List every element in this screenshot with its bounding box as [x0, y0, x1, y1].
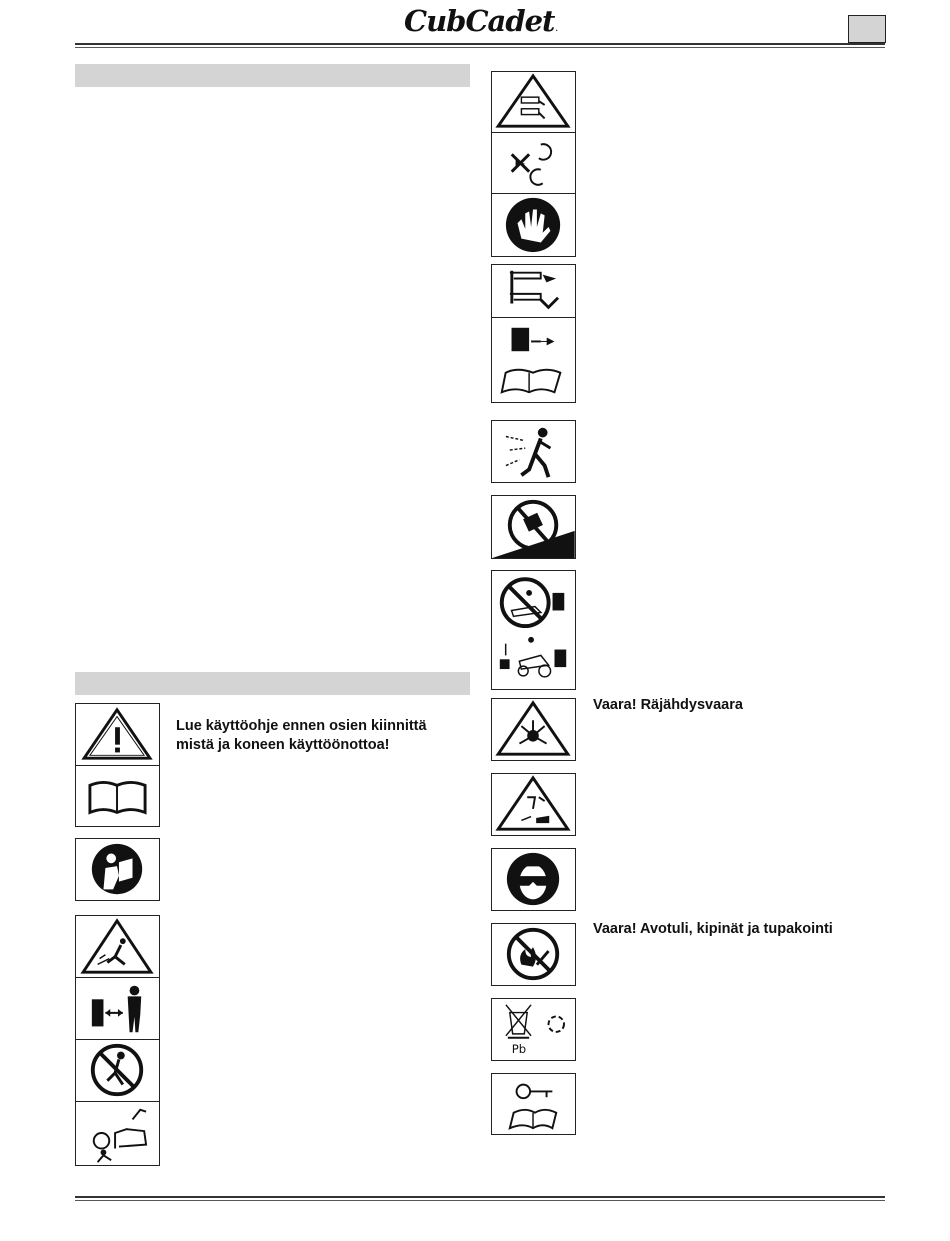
slope-tipping-icon	[491, 495, 576, 559]
open-manual-icon	[75, 765, 160, 827]
eye-protection-icon	[491, 848, 576, 911]
run-over-hazard-icon	[75, 1101, 160, 1166]
disconnect-spark-plug-manual-icon	[491, 317, 576, 403]
hand-protection-icon	[491, 193, 576, 257]
pb-label: Pb	[511, 1042, 527, 1057]
header-rule-thin	[75, 47, 885, 48]
no-children-icon	[75, 1039, 160, 1102]
thrown-objects-person-icon	[491, 420, 576, 483]
footer-rule-thin	[75, 1200, 885, 1201]
lowering-deck-icon	[491, 264, 576, 318]
header-rule	[75, 43, 885, 45]
thrown-objects-warning-icon	[75, 915, 160, 978]
read-manual-text: Lue käyttöohje ennen osien kiinnittä mistä ja koneen käyttöönottoa!	[176, 718, 427, 753]
section-heading-bar-1	[75, 64, 470, 87]
fire-text: Vaara! Avotuli, kipinät ja tupakointi	[593, 921, 833, 937]
no-open-flame-icon	[491, 923, 576, 986]
no-passengers-icon	[491, 570, 576, 690]
read-manual-circle-icon	[75, 838, 160, 901]
rotating-blade-icon	[491, 132, 576, 194]
explosion-warning-icon	[491, 698, 576, 761]
warning-triangle-icon	[75, 703, 160, 766]
battery-recycling-icon	[491, 998, 576, 1061]
explosion-text: Vaara! Räjähdysvaara	[593, 697, 743, 713]
crush-hazard-warning-icon	[491, 71, 576, 133]
keep-distance-icon	[75, 977, 160, 1040]
footer-rule	[75, 1196, 885, 1198]
key-manual-icon	[491, 1073, 576, 1135]
section-heading-bar-2	[75, 672, 470, 695]
cub-cadet-logo: CubCadet.	[404, 4, 557, 38]
language-tab	[848, 15, 886, 43]
corrosive-warning-icon	[491, 773, 576, 836]
